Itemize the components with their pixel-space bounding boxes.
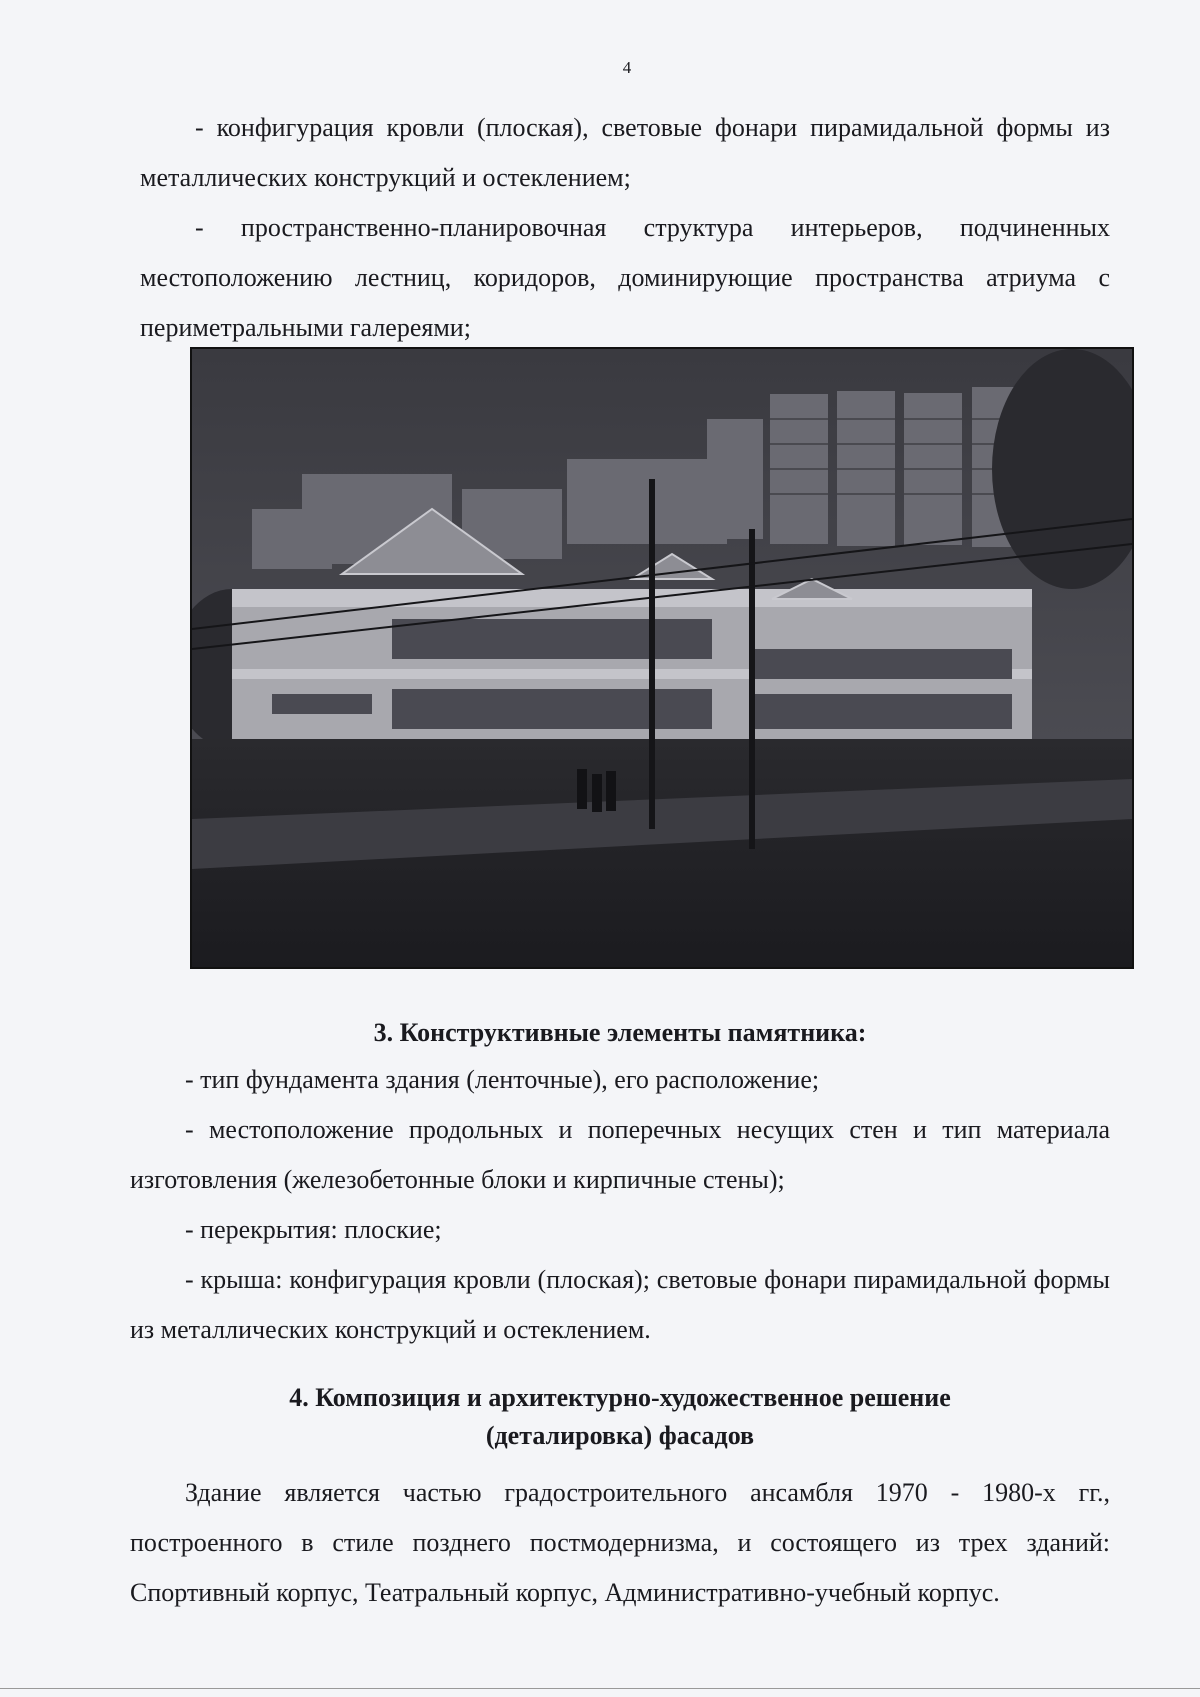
page-number: 4	[622, 58, 632, 77]
section-3-item-floors: - перекрытия: плоские;	[185, 1215, 442, 1244]
paragraph-roof-config: - конфигурация кровли (плоская), световые фонари пирамидальной формы из металлических конструкций и остеклением;	[140, 113, 1110, 192]
section-3-item-roof: - крыша: конфигурация кровли (плоская); световые фонари пирамидальной формы из металлических конструкций и остеклением.	[130, 1265, 1110, 1344]
section-4-paragraph: Здание является частью градостроительного ансамбля 1970 - 1980-х гг., построенного в стиле позднего постмодернизма, и состоящего из трех зданий: Спортивный корпус, Театральный корпус, Административно-учебный корпус.	[130, 1478, 1110, 1607]
scan-edge-line	[0, 1688, 1200, 1689]
section-3-item-foundation: - тип фундамента здания (ленточные), его расположение;	[185, 1065, 820, 1094]
section-4-title-line1: 4. Композиция и архитектурно-художественное решение	[289, 1383, 951, 1412]
section-4-title-line2: (деталировка) фасадов	[485, 1421, 755, 1450]
building-photo-illustration	[192, 349, 1132, 967]
paragraph-interior-structure: - пространственно-планировочная структура интерьеров, подчиненных местоположению лестниц, коридоров, доминирующие пространства атриума с периметральными галереями;	[140, 213, 1110, 342]
section-3-title: 3. Конструктивные элементы памятника:	[373, 1018, 867, 1047]
section-3-item-walls: - местоположение продольных и поперечных несущих стен и тип материала изготовления (железобетонные блоки и кирпичные стены);	[130, 1115, 1110, 1194]
building-photo	[190, 347, 1134, 969]
